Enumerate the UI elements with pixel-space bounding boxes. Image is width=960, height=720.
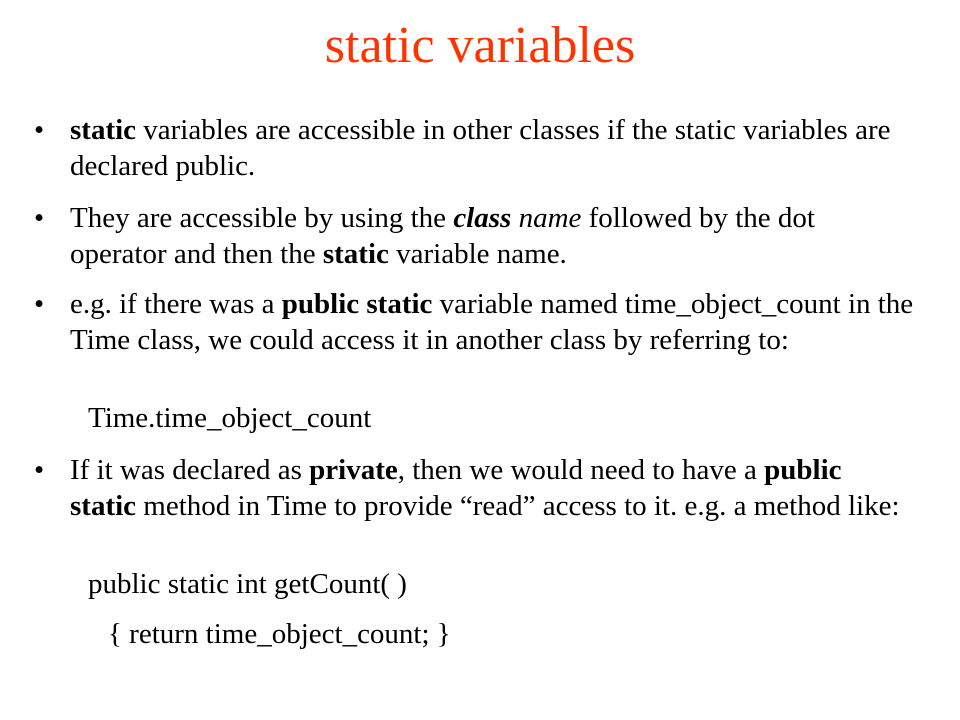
bullet-text: static variables are accessible in other classes if the static variables are declared public. xyxy=(70,114,891,182)
code-example-access: Time.time_object_count xyxy=(88,402,372,434)
bullet-marker: • xyxy=(34,288,45,320)
bullet-private-method xyxy=(34,452,914,524)
bullet-class-name-access xyxy=(34,200,914,272)
bullet-text: If it was declared as private, then we would need to have a public static method in Time to provide “read” access to it. e.g. a method like: xyxy=(70,454,900,522)
bullet-static-accessible xyxy=(34,112,914,184)
bullet-text: They are accessible by using the class name followed by the dot operator and then the static variable name. xyxy=(70,202,815,270)
bullet-marker: • xyxy=(34,202,45,234)
code-method-body: { return time_object_count; } xyxy=(108,618,451,650)
bullet-example xyxy=(34,286,914,358)
code-method-signature: public static int getCount( ) xyxy=(88,568,407,600)
bullet-marker: • xyxy=(34,454,45,486)
bullet-text: e.g. if there was a public static variable named time_object_count in the Time class, we could access it in another class by referring to: xyxy=(70,288,914,356)
slide-title: static variables xyxy=(324,17,636,74)
bullet-marker: • xyxy=(34,114,45,146)
